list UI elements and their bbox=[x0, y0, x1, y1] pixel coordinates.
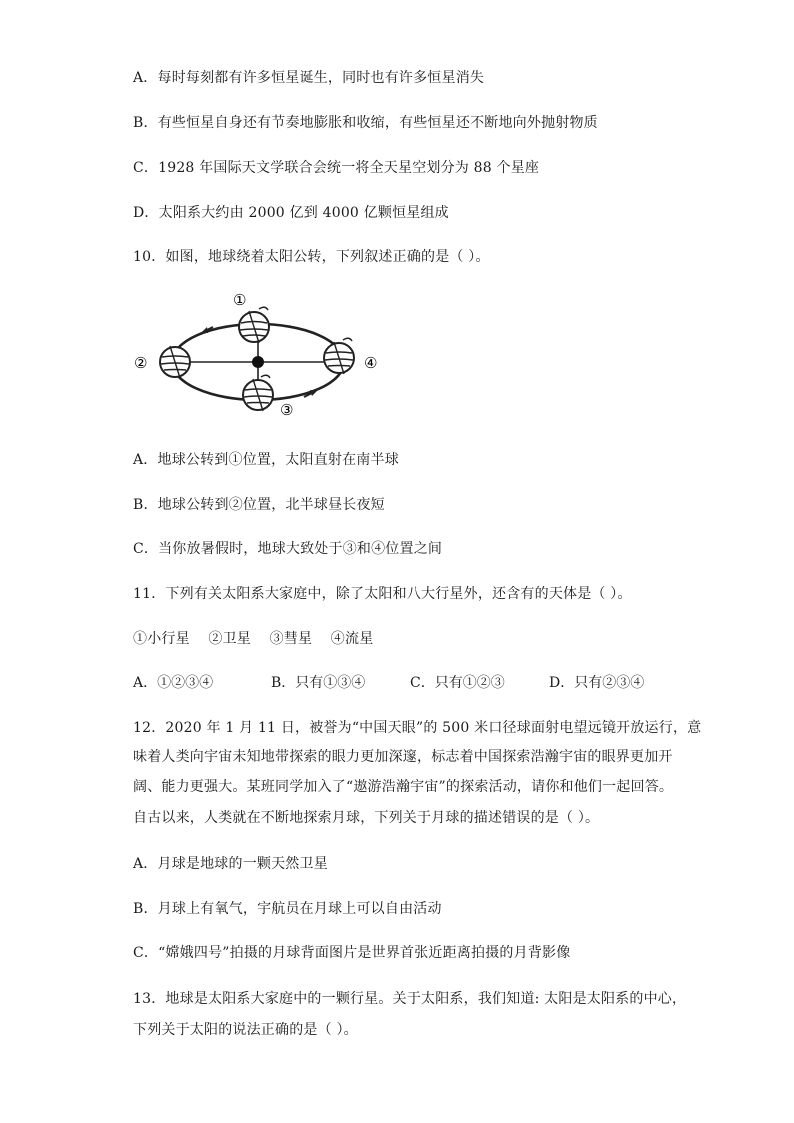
q12-option-c: C．“嫦娥四号”拍摄的月球背面图片是世界首张近距离拍摄的月背影像 bbox=[133, 945, 571, 961]
q12-option-a: A．月球是地球的一颗天然卫星 bbox=[133, 856, 328, 872]
q9-option-a: A．每时每刻都有许多恒星诞生，同时也有许多恒星消失 bbox=[133, 70, 485, 86]
earth-position-4-icon bbox=[324, 338, 354, 374]
diagram-label-1: ① bbox=[233, 291, 247, 309]
q12-option-b: B．月球上有氧气，宇航员在月球上可以自由活动 bbox=[133, 901, 442, 917]
earth-orbit-diagram bbox=[131, 285, 386, 420]
q11-option-b: B．只有①③④ bbox=[271, 675, 366, 691]
q9-option-b: B．有些恒星自身还有节奏地膨胀和收缩，有些恒星还不断地向外抛射物质 bbox=[133, 115, 598, 131]
diagram-label-4: ④ bbox=[364, 354, 378, 372]
q13-stem-line-2: 下列关于太阳的说法正确的是（ ）。 bbox=[133, 1022, 358, 1038]
q10-option-b: B．地球公转到②位置，北半球昼长夜短 bbox=[133, 497, 385, 513]
q11-stem: 11．下列有关太阳系大家庭中，除了太阳和八大行星外，还含有的天体是（ ）。 bbox=[133, 586, 632, 602]
earth-position-1-icon bbox=[239, 307, 269, 343]
q12-stem-line-4: 自古以来，人类就在不断地探索月球，下列关于月球的描述错误的是（ ）。 bbox=[133, 810, 600, 826]
q12-stem-line-2: 味着人类向宇宙未知地带探索的眼力更加深邃，标志着中国探索浩瀚宇宙的眼界更加开 bbox=[133, 749, 673, 765]
q11-option-c: C．只有①②③ bbox=[410, 675, 505, 691]
q10-option-c: C．当你放暑假时，地球大致处于③和④位置之间 bbox=[133, 541, 443, 557]
q12-stem-line-1: 12．2020 年 1 月 11 日，被誉为“中国天眼”的 500 米口径球面射电望远镜开放运行，意 bbox=[133, 720, 702, 736]
sun-icon bbox=[252, 356, 264, 368]
q11-option-a: A．①②③④ bbox=[133, 675, 214, 691]
earth-position-3-icon bbox=[243, 375, 273, 411]
q9-option-c: C．1928 年国际天文学联合会统一将全天星空划分为 88 个星座 bbox=[133, 160, 540, 176]
q11-option-d: D．只有②③④ bbox=[549, 675, 645, 691]
q11-items: ①小行星 ②卫星 ③彗星 ④流星 bbox=[133, 631, 374, 647]
q13-stem-line-1: 13．地球是太阳系大家庭中的一颗行星。关于太阳系，我们知道: 太阳是太阳系的中心， bbox=[133, 991, 687, 1007]
earth-position-2-icon bbox=[160, 346, 190, 378]
q9-option-d: D．太阳系大约由 2000 亿到 4000 亿颗恒星组成 bbox=[133, 205, 449, 221]
q10-option-a: A．地球公转到①位置，太阳直射在南半球 bbox=[133, 452, 399, 468]
diagram-label-2: ② bbox=[134, 354, 148, 372]
q10-stem: 10．如图，地球绕着太阳公转，下列叙述正确的是（ ）。 bbox=[133, 249, 490, 265]
q12-stem-line-3: 阔、能力更强大。某班同学加入了“遨游浩瀚宇宙”的探索活动，请你和他们一起回答。 bbox=[133, 779, 674, 795]
diagram-label-3: ③ bbox=[280, 401, 294, 419]
